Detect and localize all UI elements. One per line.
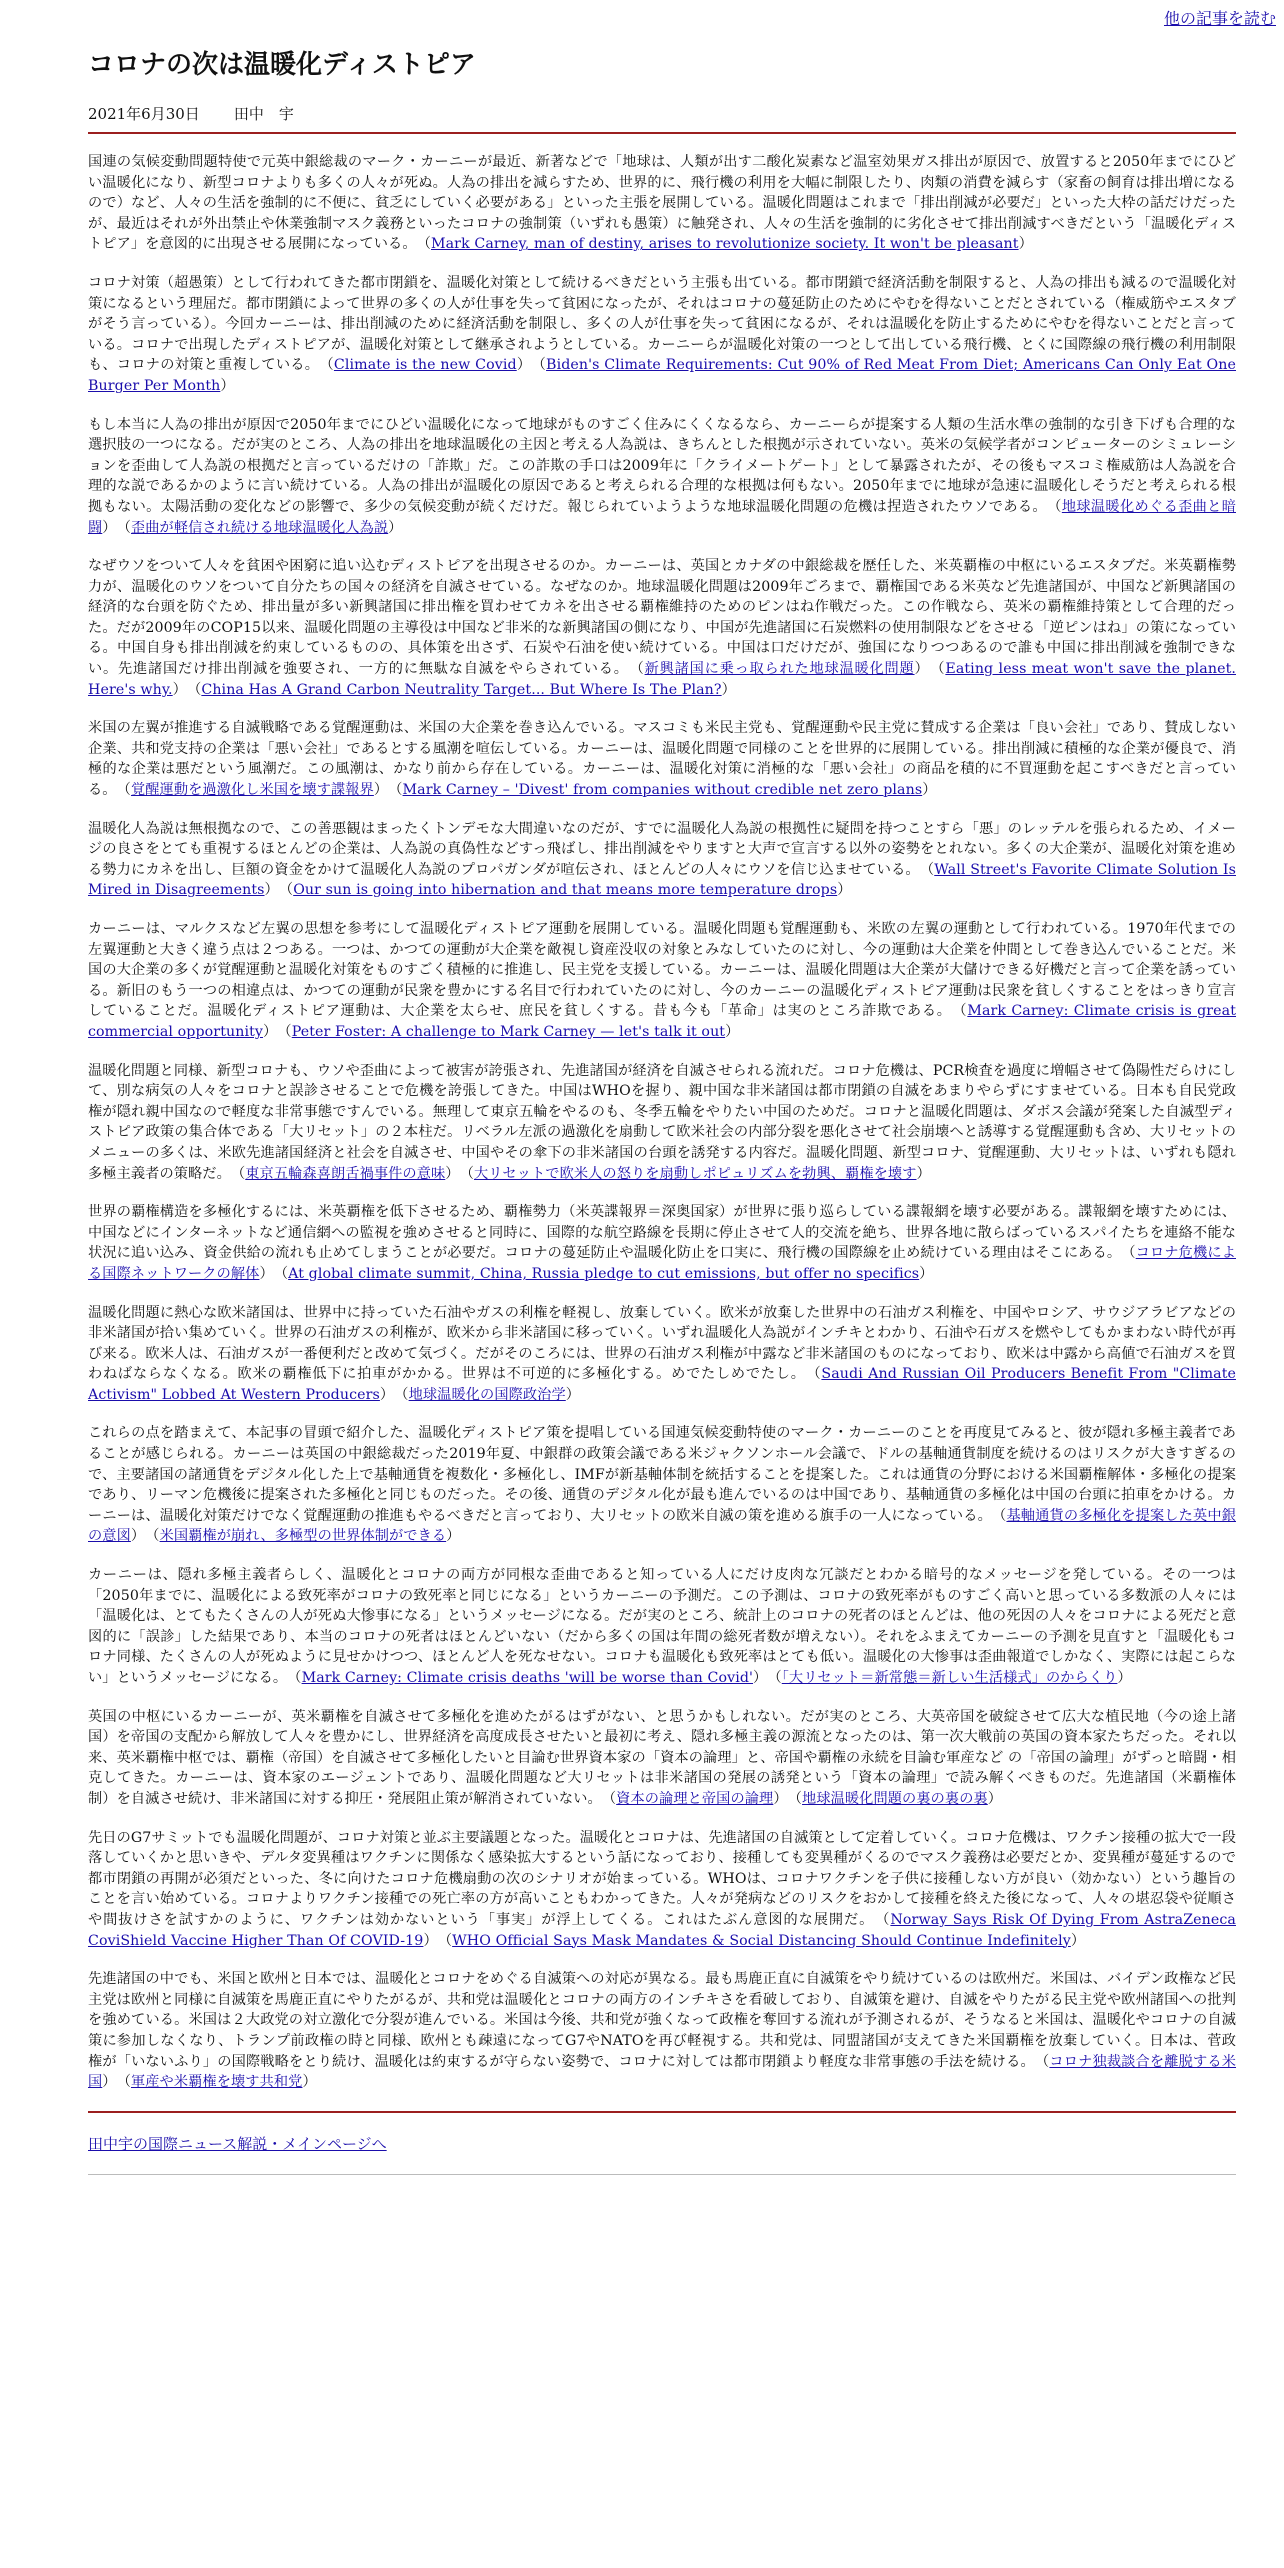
paragraph-text: 米国の左翼が推進する自滅戦略である覚醒運動は、米国の大企業を巻き込んでいる。マスコミも米民主党も、覚醒運動や民主党に賛成する企業は「良い会社」であり、賛成しない企業、共和党支持の企業は「悪い会社」であるとする風潮を喧伝している。カーニーは、温暖化問題で同様のことを世界的に展開している。排出削減に積極的な企業が優良で、消極的な企業は悪だという風潮だ。この風潮は、かなり前から存在している。カーニーは、温暖化対策に消極的な「悪い会社」の商品を積的に不買運動を起こすべきだと言っている。 bbox=[88, 720, 1236, 799]
article-paragraph: 温暖化問題と同様、新型コロナも、ウソや歪曲によって被害が誇張され、先進諸国が経済を自滅させられる流れだ。コロナ危機は、PCR検査を過度に増幅させて偽陽性だらけにして、別な病気の人々をコロナと誤診させることで危機を誇張してきた。中国はWHOを握り、親中国な非米諸国は都市閉鎖の自滅をあまりやらずにすませている。日本も自民党政権が隠れ親中国なので軽度な非常事態ですんでいる。無理して東京五輪をやるのも、冬季五輪をやりたい中国のためだ。コロナと温暖化問題は、ダボス会議が発案した自滅型ディストピア政策の集合体である「大リセット」の２本柱だ。リベラル左派の過激化を扇動して欧米社会の内部分裂を悪化させて社会崩壊へと誘導する覚醒運動も含め、大リセットのメニューの多くは、米欧先進諸国経済と社会を自滅させ、中国やその傘下の非米諸国の台頭を誘発する内容だ。温暖化問題、新型コロナ、覚醒運動、大リセットは、いずれも隠れ多極主義者の策略だ。 （東京五輪森喜朗舌禍事件の意味） （大リセットで欧米人の怒りを扇動しポピュリズムを勃興、覇権を壊す） bbox=[88, 1062, 1236, 1182]
paragraph-text: 温暖化問題と同様、新型コロナも、ウソや歪曲によって被害が誇張され、先進諸国が経済を自滅させられる流れだ。コロナ危機は、PCR検査を過度に増幅させて偽陽性だらけにして、別な病気の人々をコロナと誤診させることで危機を誇張してきた。中国はWHOを握り、親中国な非米諸国は都市閉鎖の自滅をあまりやらずにすませている。日本も自民党政権が隠れ親中国なので軽度な非常事態ですんでいる。無理して東京五輪をやるのも、冬季五輪をやりたい中国のためだ。コロナと温暖化問題は、ダボス会議が発案した自滅型ディストピア政策の集合体である「大リセット」の２本柱だ。リベラル左派の過激化を扇動して欧米社会の内部分裂を悪化させて社会崩壊へと誘導する覚醒運動も含め、大リセットのメニューの多くは、米欧先進諸国経済と社会を自滅させ、中国やその傘下の非米諸国の台頭を誘発する内容だ。温暖化問題、新型コロナ、覚醒運動、大リセットは、いずれも隠れ多極主義者の策略だ。 bbox=[88, 1062, 1236, 1182]
article-paragraph: 温暖化問題に熱心な欧米諸国は、世界中に持っていた石油やガスの利権を軽視し、放棄していく。欧米が放棄した世界中の石油ガス利権を、中国やロシア、サウジアラビアなどの非米諸国が拾い集めていく。世界の石油ガスの利権が、欧米から非米諸国に移っていく。いずれ温暖化人為説がインチキとわかり、石油や石ガスを燃やしてもかまわない時代が再び来る。欧米人は、石油ガスが一番便利だと改めて気づく。だがそのころには、世界の石油ガス利権が中露など非米諸国のものになっており、欧米は中露から高値で石油ガスを買わねばならなくなる。欧米の覇権低下に拍車がかかる。世界は不可逆的に多極化する。めでたしめでたし。 （Saudi And Russian Oil Producers Benefit From "Climate Activism" Lobbed At Western Producers） （地球温暖化の国際政治学） bbox=[88, 1304, 1236, 1403]
article-paragraph: カーニーは、隠れ多極主義者らしく、温暖化とコロナの両方が同根な歪曲であると知っている人にだけ皮肉な冗談だとわかる暗号的なメッセージを発している。その一つは「2050年までに、温暖化による致死率がコロナの致死率と同じになる」というカーニーの予測だ。この予測は、コロナの致死率がものすごく高いと思っている多数派の人々には「温暖化は、とてもたくさんの人が死ぬ大惨事になる」というメッセージになる。だが実のところ、統計上のコロナの死者のほとんどは、他の死因の人々をコロナによる死だと意図的に「誤診」した結果であり、本当のコロナの死者はほとんどいない（だから多くの国は年間の総死者数が増えない）。それをふまえてカーニーの予測を見直すと「温暖化もコロナ同様、たくさんの人が死ぬように見せかけつつ、ほとんど人を死なせない。コロナも温暖化も致死率はとても低い。温暖化の大惨事は歪曲報道でしかなく、実際には起こらない」というメッセージになる。 （Mark Carney: Climate crisis deaths 'will be worse than Covid'） （「大リセット＝新常態＝新しい生活様式」のからくり） bbox=[88, 1567, 1236, 1686]
reference-link[interactable]: 地球温暖化の国際政治学 bbox=[408, 1386, 566, 1403]
article-paragraph: 世界の覇権構造を多極化するには、米英覇権を低下させるため、覇権勢力（米英諜報界＝深奥国家）が世界に張り巡らしている諜報網を壊す必要がある。諜報網を壊すためには、中国などにインターネットなど通信網への監視を強めさせると同時に、国際的な航空路線を長期に停止させて人的交流を絶ち、世界各地に散らばっているスパイたちを連絡不能な状況に追い込み、資金供給の流れも止めてしまうことが必要だ。コロナの蔓延防止や温暖化防止を口実に、飛行機の国際線を止め続けている理由はそこにある。 （コロナ危機による国際ネットワークの解体） （At global climate summit, China, Russia pledge to cut emissions, but offer no specifics） bbox=[88, 1204, 1236, 1282]
reference-link[interactable]: 「大リセット＝新常態＝新しい生活様式」のからくり bbox=[781, 1670, 1118, 1686]
article-body bbox=[88, 152, 1236, 2093]
article-paragraph: 国連の気候変動問題特使で元英中銀総裁のマーク・カーニーが最近、新著などで「地球は、人類が出す二酸化炭素など温室効果ガス排出が原因で、放置すると2050年までにひどい温暖化になり、新型コロナよりも多くの人々が死ぬ。人為の排出を減らすため、世界的に、飛行機の利用を大幅に制限したり、肉類の消費を減らす（家畜の飼育は排出増になるので）など、人々の生活を強制的に不便に、貧乏にしていく必要がある」といった主張を展開している。温暖化問題はこれまで「排出削減が必要だ」といった大枠の話だけだったが、最近はそれが外出禁止や休業強制マスク義務といったコロナの強制策（いずれも愚策）に触発され、人々の生活を強制的に劣化させて排出削減すべきだという「温暖化ディストピア」を意図的に出現させる展開になっている。 （Mark Carney, man of destiny, arises to revolutionize society. It won't be pleasant） bbox=[88, 154, 1236, 253]
reference-link[interactable]: Mark Carney: Climate crisis deaths 'will be worse than Covid' bbox=[301, 1670, 754, 1686]
publish-date: 2021年6月30日 bbox=[88, 105, 200, 123]
paragraph-text: もし本当に人為の排出が原因で2050年までにひどい温暖化になって地球がものすごく住みにくくなるなら、カーニーらが提案する人類の生活水準の強制的な引き下げも合理的な選択肢の一つになる。だが実のところ、人為の排出を地球温暖化の主因と考える人為説は、きちんとした根拠が示されていない。英米の気候学者がコンピューターのシミュレーションを歪曲して人為説の根拠だと言っているだけの「詐欺」だ。この詐欺の手口は2009年に「クライメートゲート」として暴露されたが、その後もマスコミ権威筋は人為説を合理的な説であるかのように言い続けている。人為の排出が温暖化の原因であると考えられる合理的な根拠は何もない。2050年までに地球が急速に温暖化しそうだと考えられる根拠もない。太陽活動の変化などの影響で、多少の気候変動が続くだけだ。報じられていようような地球温暖化問題の危機は捏造されたウソである。 bbox=[88, 416, 1236, 515]
article-paragraph: これらの点を踏まえて、本記事の冒頭で紹介した、温暖化ディストピア策を提唱している国連気候変動特使のマーク・カーニーのことを再度見てみると、彼が隠れ多極主義者であることが感じられる。カーニーは英国の中銀総裁だった2019年夏、中銀群の政策会議である米ジャクソンホール会議で、ドルの基軸通貨制度を続けるのはリスクが大きすぎるので、主要諸国の諸通貨をデジタル化した上で基軸通貨を複数化・多極化し、IMFが新基軸体制を統括することを提案した。これは通貨の分野における米国覇権解体・多極化の提案であり、リーマン危機後に提案された多極化と同じものだった。その後、通貨のデジタル化が最も進んでいるのは中国であり、基軸通貨の多極化は中国の台頭に拍車をかける。カーニーは、温暖化対策だけでなく覚醒運動の推進もやるべきだと言っており、大リセットの欧米自滅の策を進める旗手の一人になっている。 （基軸通貨の多極化を提案した英中銀の意図） （米国覇権が崩れ、多極型の世界体制ができる） bbox=[88, 1425, 1236, 1545]
page-title: コロナの次は温暖化ディストピア bbox=[88, 50, 476, 80]
reference-link[interactable]: 歪曲が軽信され続ける地球温暖化人為説 bbox=[130, 519, 389, 536]
footer-bottom-divider bbox=[88, 2174, 1236, 2175]
article-paragraph: 先日のG7サミットでも温暖化問題が、コロナ対策と並ぶ主要議題となった。温暖化とコロナは、先進諸国の自滅策として定着していく。コロナ危機は、ワクチン接種の拡大で一段落していくかと思いきや、デルタ変異種はワクチンに関係なく感染拡大するという話になっており、接種しても変異種がくるのでマスク義務は必要だとか、変異種が蔓延するので都市閉鎖の再開が必須だといった、冬に向けたコロナ危機扇動の次のシナリオが始まっている。WHOは、コロナワクチンを子供に接種しない方が良い（効かない）という趣旨のことを言い始めている。コロナよりワクチン接種での死亡率の方が高いこともわかってきた。人々が発病などのリスクをおかして接種を終えた後になって、人々の堪忍袋や従順さや間抜けさを試すかのように、ワクチンは効かないという「事実」が浮上してくる。これはたぶん意図的な展開だ。 （Norway Says Risk Of Dying From AstraZeneca CoviShield Vaccine Higher Than Of COVID-19） （WHO Official Says Mask Mandates & Social Distancing Should Continue Indefinitely） bbox=[88, 1829, 1236, 1949]
reference-link[interactable]: Climate is the new Covid bbox=[333, 357, 517, 374]
home-page-link[interactable]: 田中宇の国際ニュース解説・メインページへ bbox=[88, 2134, 387, 2153]
paragraph-text: 先進諸国の中でも、米国と欧州と日本では、温暖化とコロナをめぐる自滅策への対応が異なる。最も馬鹿正直に自滅策をやり続けているのは欧州だ。米国は、バイデン政権など民主党は欧州と同様に自滅策を馬鹿正直にやりたがるが、共和党は温暖化とコロナの両方のインチキさを看破しており、自滅策を避け、自滅をやりたがる民主党や欧州諸国への批判を強めている。米国は２大政党の対立激化で分裂が進んでいる。米国は今後、共和党が強くなって政権を奪回する流れが予測されるが、そうなると米国は、温暖化やコロナの自滅策に参加しなくなり、トランプ前政権の時と同様、欧州とも疎遠になってG7やNATOを再び軽視する。共和党は、同盟諸国が支えてきた米国覇権を放棄していく。日本は、菅政権が「いないふり」の国際戦略をとり続け、温暖化は約束するが守らない姿勢で、コロナに対しては都市閉鎖より軽度な非常事態の手法を続ける。 bbox=[88, 1971, 1236, 2070]
article-paragraph: コロナ対策（超愚策）として行われてきた都市閉鎖を、温暖化対策として続けるべきだという主張も出ている。都市閉鎖で経済活動を制限すると、人為の排出も減るので温暖化対策になるという理屈だ。都市閉鎖によって世界の多くの人が仕事を失って貧困になったが、それはコロナの蔓延防止のためにやむを得ないことだとされている（権威筋やエスタブがそう言っている）。今回カーニーは、排出削減のために経済活動を制限し、多くの人が仕事を失って貧困になるが、それは温暖化を防止するためにやむを得ないことだと言っている。コロナで出現したディストピアが、温暖化対策として継承されようとしている。カーニーらが温暖化対策の一つとして出している飛行機、とくに国際線の飛行機の利用制限も、コロナの対策と重複している。 （Climate is the new Covid） （Biden's Climate Requirements: Cut 90% of Red Meat From Diet; Americans Can Only Eat One Burger Per Month） bbox=[88, 274, 1236, 394]
reference-link[interactable]: 基軸通貨の多極化を提案した英中銀の意図 bbox=[88, 1507, 1236, 1545]
article-paragraph: なぜウソをついて人々を貧困や困窮に追い込むディストピアを出現させるのか。カーニーは、英国とカナダの中銀総裁を歴任した、米英覇権の中枢にいるエスタブだ。米英覇権勢力が、温暖化のウソをついて自分たちの国々の経済を自滅させている。なぜなのか。地球温暖化問題は2009年ごろまで、覇権国である米英など先進諸国が、中国など新興諸国の経済的な台頭を防ぐため、排出量が多い新興諸国に排出権を買わせてカネを出させる覇権維持のためのピンはね作戦だった。この作戦なら、英米の覇権維持策として合理的だった。だが2009年のCOP15以来、温暖化問題の主導役は中国など非米的な新興諸国の側になり、中国が先進諸国に石炭燃料の使用制限などをさせる「逆ピンはね」の策になっている。中国自身も排出削減を約束しているものの、具体策を出さず、石炭や石油を使い続けている。中国は口だけだが、強国になりつつあるので誰も中国に排出削減を強制できない。先進諸国だけ排出削減を強要され、一方的に無駄な自滅をやらされている。 （新興諸国に乗っ取られた地球温暖化問題） （Eating less meat won't save the planet. Here's why.） （China Has A Grand Carbon Neutrality Target... But Where Is The Plan?） bbox=[88, 558, 1236, 698]
reference-link[interactable]: Mark Carney, man of destiny, arises to revolutionize society. It won't be pleasant bbox=[431, 236, 1019, 253]
other-articles-link[interactable]: 他の記事を読む bbox=[1163, 9, 1276, 28]
reference-link[interactable]: Mark Carney – 'Divest' from companies without credible net zero plans bbox=[402, 782, 923, 799]
byline bbox=[88, 104, 1236, 124]
reference-link[interactable]: Peter Foster: A challenge to Mark Carney — let's talk it out bbox=[291, 1023, 726, 1040]
reference-link[interactable]: WHO Official Says Mask Mandates & Social Distancing Should Continue Indefinitely bbox=[452, 1932, 1071, 1949]
article-paragraph: もし本当に人為の排出が原因で2050年までにひどい温暖化になって地球がものすごく住みにくくなるなら、カーニーらが提案する人類の生活水準の強制的な引き下げも合理的な選択肢の一つになる。だが実のところ、人為の排出を地球温暖化の主因と考える人為説は、きちんとした根拠が示されていない。英米の気候学者がコンピューターのシミュレーションを歪曲して人為説の根拠だと言っているだけの「詐欺」だ。この詐欺の手口は2009年に「クライメートゲート」として暴露されたが、その後もマスコミ権威筋は人為説を合理的な説であるかのように言い続けている。人為の排出が温暖化の原因であると考えられる合理的な根拠は何もない。2050年までに地球が急速に温暖化しそうだと考えられる根拠もない。太陽活動の変化などの影響で、多少の気候変動が続くだけだ。報じられていようような地球温暖化問題の危機は捏造されたウソである。 （地球温暖化めぐる歪曲と暗闘） （歪曲が軽信され続ける地球温暖化人為説） bbox=[88, 416, 1236, 536]
reference-link[interactable]: Mark Carney: Climate crisis is great commercial opportunity bbox=[88, 1003, 1237, 1040]
reference-link[interactable]: 地球温暖化めぐる歪曲と暗闘 bbox=[88, 498, 1236, 536]
paragraph-text: 先日のG7サミットでも温暖化問題が、コロナ対策と並ぶ主要議題となった。温暖化とコロナは、先進諸国の自滅策として定着していく。コロナ危機は、ワクチン接種の拡大で一段落していくかと思いきや、デルタ変異種はワクチンに関係なく感染拡大するという話になっており、接種しても変異種がくるのでマスク義務は必要だとか、変異種が蔓延するので都市閉鎖の再開が必須だといった、冬に向けたコロナ危機扇動の次のシナリオが始まっている。WHOは、コロナワクチンを子供に接種しない方が良い（効かない）という趣旨のことを言い始めている。コロナよりワクチン接種での死亡率の方が高いこともわかってきた。人々が発病などのリスクをおかして接種を終えた後になって、人々の堪忍袋や従順さや間抜けさを試すかのように、ワクチンは効かないという「事実」が浮上してくる。これはたぶん意図的な展開だ。 bbox=[88, 1829, 1236, 1928]
reference-link[interactable]: コロナ危機による国際ネットワークの解体 bbox=[88, 1245, 1236, 1282]
reference-link[interactable]: Eating less meat won't save the planet. Here's why. bbox=[88, 661, 1236, 698]
paragraph-text: 温暖化人為説は無根拠なので、この善悪観はまったくトンデモな大間違いなのだが、すでに温暖化人為説の根拠性に疑問を持つことすら「悪」のレッテルを張られるため、イメージの良さをとても重視するほとんどの企業は、人為説の真偽性などすっ飛ばし、排出削減をやりますと大声で宣言する以外の姿勢をとれない。多くの大企業が、温暖化対策を進める勢力にカネを出し、巨額の資金をかけて温暖化人為説のプロパガンダが喧伝され、ほとんどの人々にウソを信じ込ませている。 bbox=[88, 820, 1236, 878]
reference-link[interactable]: 大リセットで欧米人の怒りを扇動しポピュリズムを勃興、覇権を壊す bbox=[473, 1165, 917, 1182]
article-paragraph: 米国の左翼が推進する自滅戦略である覚醒運動は、米国の大企業を巻き込んでいる。マスコミも米民主党も、覚醒運動や民主党に賛成する企業は「良い会社」であり、賛成しない企業、共和党支持の企業は「悪い会社」であるとする風潮を喧伝している。カーニーは、温暖化問題で同様のことを世界的に展開している。排出削減に積極的な企業が優良で、消極的な企業は悪だという風潮だ。この風潮は、かなり前から存在している。カーニーは、温暖化対策に消極的な「悪い会社」の商品を積的に不買運動を起こすべきだと言っている。 （覚醒運動を過激化し米国を壊す諜報界） （Mark Carney – 'Divest' from companies without credible net zero plans） bbox=[88, 720, 1236, 799]
paragraph-text: 英国の中枢にいるカーニーが、英米覇権を自滅させて多極化を進めたがるはずがない、と思うかもしれない。だが実のところ、大英帝国を破綻させて広大な植民地（今の途上諸国）を帝国の支配から解放して人々を豊かにし、世界経済を高度成長させたいと最初に考え、隠れ多極主義の源流となったのは、第一次大戦前の英国の資本家たちだった。それ以来、英米覇権中枢では、覇権（帝国）を自滅させて多極化したいと目論む世界資本家の「資本の論理」と、帝国や覇権の永続を目論む軍産など の「帝国の論理」がずっと暗闘・相克してきた。カーニーは、資本家のエージェントであり、温暖化問題など大リセットは非米諸国の発展の誘発という「資本の論理」で読み解くべきものだ。先進諸国（米覇権体制）を自滅させ続け、非米諸国に対する抑圧・発展阻止策が解消されていない。 bbox=[88, 1708, 1236, 1807]
reference-link[interactable]: China Has A Grand Carbon Neutrality Target... But Where Is The Plan? bbox=[201, 681, 722, 698]
article bbox=[88, 48, 1236, 2175]
reference-link[interactable]: コロナ独裁談合を離脱する米国 bbox=[88, 2053, 1236, 2091]
article-paragraph: 温暖化人為説は無根拠なので、この善悪観はまったくトンデモな大間違いなのだが、すでに温暖化人為説の根拠性に疑問を持つことすら「悪」のレッテルを張られるため、イメージの良さをとても重視するほとんどの企業は、人為説の真偽性などすっ飛ばし、排出削減をやりますと大声で宣言する以外の姿勢をとれない。多くの大企業が、温暖化対策を進める勢力にカネを出し、巨額の資金をかけて温暖化人為説のプロパガンダが喧伝され、ほとんどの人々にウソを信じ込ませている。 （Wall Street's Favorite Climate Solution Is Mired in Disagreements） （Our sun is going into hibernation and that means more temperature drops） bbox=[88, 820, 1236, 899]
reference-link[interactable]: Saudi And Russian Oil Producers Benefit From "Climate Activism" Lobbed At Western Producers bbox=[88, 1366, 1236, 1403]
reference-link[interactable]: 東京五輪森喜朗舌禍事件の意味 bbox=[245, 1165, 446, 1182]
paragraph-text: 世界の覇権構造を多極化するには、米英覇権を低下させるため、覇権勢力（米英諜報界＝深奥国家）が世界に張り巡らしている諜報網を壊す必要がある。諜報網を壊すためには、中国などにインターネットなど通信網への監視を強めさせると同時に、国際的な航空路線を長期に停止させて人的交流を絶ち、世界各地に散らばっているスパイたちを連絡不能な状況に追い込み、資金供給の流れも止めてしまうことが必要だ。コロナの蔓延防止や温暖化防止を口実に、飛行機の国際線を止め続けている理由はそこにある。 bbox=[88, 1204, 1236, 1262]
article-paragraph: 先進諸国の中でも、米国と欧州と日本では、温暖化とコロナをめぐる自滅策への対応が異なる。最も馬鹿正直に自滅策をやり続けているのは欧州だ。米国は、バイデン政権など民主党は欧州と同様に自滅策を馬鹿正直にやりたがるが、共和党は温暖化とコロナの両方のインチキさを看破しており、自滅策を避け、自滅をやりたがる民主党や欧州諸国への批判を強めている。米国は２大政党の対立激化で分裂が進んでいる。米国は今後、共和党が強くなって政権を奪回する流れが予測されるが、そうなると米国は、温暖化やコロナの自滅策に参加しなくなり、トランプ前政権の時と同様、欧州とも疎遠になってG7やNATOを再び軽視する。共和党は、同盟諸国が支えてきた米国覇権を放棄していく。日本は、菅政権が「いないふり」の国際戦略をとり続け、温暖化は約束するが守らない姿勢で、コロナに対しては都市閉鎖より軽度な非常事態の手法を続ける。 （コロナ独裁談合を離脱する米国） （軍産や米覇権を壊す共和党） bbox=[88, 1971, 1236, 2091]
article-paragraph: 英国の中枢にいるカーニーが、英米覇権を自滅させて多極化を進めたがるはずがない、と思うかもしれない。だが実のところ、大英帝国を破綻させて広大な植民地（今の途上諸国）を帝国の支配から解放して人々を豊かにし、世界経済を高度成長させたいと最初に考え、隠れ多極主義の源流となったのは、第一次大戦前の英国の資本家たちだった。それ以来、英米覇権中枢では、覇権（帝国）を自滅させて多極化したいと目論む世界資本家の「資本の論理」と、帝国や覇権の永続を目論む軍産など の「帝国の論理」がずっと暗闘・相克してきた。カーニーは、資本家のエージェントであり、温暖化問題など大リセットは非米諸国の発展の誘発という「資本の論理」で読み解くべきものだ。先進諸国（米覇権体制）を自滅させ続け、非米諸国に対する抑圧・発展阻止策が解消されていない。 （資本の論理と帝国の論理） （地球温暖化問題の裏の裏の裏） bbox=[88, 1708, 1236, 1807]
reference-link[interactable]: Norway Says Risk Of Dying From AstraZeneca CoviShield Vaccine Higher Than Of COVID-19 bbox=[88, 1911, 1236, 1949]
reference-link[interactable]: Our sun is going into hibernation and that means more temperature drops bbox=[293, 882, 838, 899]
author-name: 田中 宇 bbox=[233, 105, 294, 123]
reference-link[interactable]: 地球温暖化問題の裏の裏の裏 bbox=[802, 1790, 988, 1807]
reference-link[interactable]: 新興諸国に乗っ取られた地球温暖化問題 bbox=[644, 661, 915, 678]
reference-link[interactable]: 軍産や米覇権を壊す共和党 bbox=[130, 2074, 303, 2091]
reference-link[interactable]: 米国覇権が崩れ、多極型の世界体制ができる bbox=[159, 1528, 447, 1545]
reference-link[interactable]: Biden's Climate Requirements: Cut 90% of Red Meat From Diet; Americans Can Only Eat One Burger Per Month bbox=[88, 357, 1236, 394]
paragraph-text: これらの点を踏まえて、本記事の冒頭で紹介した、温暖化ディストピア策を提唱している国連気候変動特使のマーク・カーニーのことを再度見てみると、彼が隠れ多極主義者であることが感じられる。カーニーは英国の中銀総裁だった2019年夏、中銀群の政策会議である米ジャクソンホール会議で、ドルの基軸通貨制度を続けるのはリスクが大きすぎるので、主要諸国の諸通貨をデジタル化した上で基軸通貨を複数化・多極化し、IMFが新基軸体制を統括することを提案した。これは通貨の分野における米国覇権解体・多極化の提案であり、リーマン危機後に提案された多極化と同じものだった。その後、通貨のデジタル化が最も進んでいるのは中国であり、基軸通貨の多極化は中国の台頭に拍車をかける。カーニーは、温暖化対策だけでなく覚醒運動の推進もやるべきだと言っており、大リセットの欧米自滅の策を進める旗手の一人になっている。 bbox=[88, 1425, 1236, 1524]
paragraph-text: 国連の気候変動問題特使で元英中銀総裁のマーク・カーニーが最近、新著などで「地球は、人類が出す二酸化炭素など温室効果ガス排出が原因で、放置すると2050年までにひどい温暖化になり、新型コロナよりも多くの人々が死ぬ。人為の排出を減らすため、世界的に、飛行機の利用を大幅に制限したり、肉類の消費を減らす（家畜の飼育は排出増になるので）など、人々の生活を強制的に不便に、貧乏にしていく必要がある」といった主張を展開している。温暖化問題はこれまで「排出削減が必要だ」といった大枠の話だけだったが、最近はそれが外出禁止や休業強制マスク義務といったコロナの強制策（いずれも愚策）に触発され、人々の生活を強制的に劣化させて排出削減すべきだという「温暖化ディストピア」を意図的に出現させる展開になっている。 bbox=[88, 154, 1236, 253]
reference-link[interactable]: 覚醒運動を過激化し米国を壊す諜報界 bbox=[130, 782, 374, 799]
reference-link[interactable]: Wall Street's Favorite Climate Solution Is Mired in Disagreements bbox=[88, 861, 1236, 899]
footer-divider bbox=[88, 2111, 1236, 2113]
reference-link[interactable]: 資本の論理と帝国の論理 bbox=[616, 1790, 774, 1807]
paragraph-text: コロナ対策（超愚策）として行われてきた都市閉鎖を、温暖化対策として続けるべきだという主張も出ている。都市閉鎖で経済活動を制限すると、人為の排出も減るので温暖化対策になるという理屈だ。都市閉鎖によって世界の多くの人が仕事を失って貧困になったが、それはコロナの蔓延防止のためにやむを得ないことだとされている（権威筋やエスタブがそう言っている）。今回カーニーは、排出削減のために経済活動を制限し、多くの人が仕事を失って貧困になるが、それは温暖化を防止するためにやむを得ないことだと言っている。コロナで出現したディストピアが、温暖化対策として継承されようとしている。カーニーらが温暖化対策の一つとして出している飛行機、とくに国際線の飛行機の利用制限も、コロナの対策と重複している。 bbox=[88, 274, 1236, 374]
paragraph-text: カーニーは、隠れ多極主義者らしく、温暖化とコロナの両方が同根な歪曲であると知っている人にだけ皮肉な冗談だとわかる暗号的なメッセージを発している。その一つは「2050年までに、温暖化による致死率がコロナの致死率と同じになる」というカーニーの予測だ。この予測は、コロナの致死率がものすごく高いと思っている多数派の人々には「温暖化は、とてもたくさんの人が死ぬ大惨事になる」というメッセージになる。だが実のところ、統計上のコロナの死者のほとんどは、他の死因の人々をコロナによる死だと意図的に「誤診」した結果であり、本当のコロナの死者はほとんどいない（だから多くの国は年間の総死者数が増えない）。それをふまえてカーニーの予測を見直すと「温暖化もコロナ同様、たくさんの人が死ぬように見せかけつつ、ほとんど人を死なせない。コロナも温暖化も致死率はとても低い。温暖化の大惨事は歪曲報道でしかなく、実際には起こらない」というメッセージになる。 bbox=[88, 1567, 1236, 1686]
header-divider bbox=[88, 132, 1236, 134]
article-paragraph: カーニーは、マルクスなど左翼の思想を参考にして温暖化ディストピア運動を展開している。温暖化問題も覚醒運動も、米欧の左翼の運動として行われている。1970年代までの左翼運動と大きく違う点は２つある。一つは、かつての運動が大企業を敵視し資産没収の対象とみなしていたのに対し、今の運動は大企業を仲間として巻き込んでいることだ。米国の大企業の多くが覚醒運動と温暖化対策をものすごく積極的に推進し、民主党を支援している。カーニーは、温暖化問題は大企業が大儲けできる好機だと言って企業を誘っている。新旧のもう一つの相違点は、かつての運動が民衆を豊かにする名目で行われていたのに対し、今のカーニーの温暖化ディストピア運動は民衆を貧しくすることをはっきり宣言していることだ。温暖化ディストピア運動は、大企業を太らせ、庶民を貧しくする。昔も今も「革命」は実のところ詐欺である。 （Mark Carney: Climate crisis is great commercial opportunity） （Peter Foster: A challenge to Mark Carney — let's talk it out） bbox=[88, 921, 1237, 1040]
reference-link[interactable]: At global climate summit, China, Russia pledge to cut emissions, but offer no specifics bbox=[288, 1265, 920, 1282]
paragraph-text: カーニーは、マルクスなど左翼の思想を参考にして温暖化ディストピア運動を展開している。温暖化問題も覚醒運動も、米欧の左翼の運動として行われている。1970年代までの左翼運動と大きく違う点は２つある。一つは、かつての運動が大企業を敵視し資産没収の対象とみなしていたのに対し、今の運動は大企業を仲間として巻き込んでいることだ。米国の大企業の多くが覚醒運動と温暖化対策をものすごく積極的に推進し、民主党を支援している。カーニーは、温暖化問題は大企業が大儲けできる好機だと言って企業を誘っている。新旧のもう一つの相違点は、かつての運動が民衆を豊かにする名目で行われていたのに対し、今のカーニーの温暖化ディストピア運動は民衆を貧しくすることをはっきり宣言していることだ。温暖化ディストピア運動は、大企業を太らせ、庶民を貧しくする。昔も今も「革命」は実のところ詐欺である。 bbox=[88, 921, 1236, 1020]
paragraph-text: なぜウソをついて人々を貧困や困窮に追い込むディストピアを出現させるのか。カーニーは、英国とカナダの中銀総裁を歴任した、米英覇権の中枢にいるエスタブだ。米英覇権勢力が、温暖化のウソをついて自分たちの国々の経済を自滅させている。なぜなのか。地球温暖化問題は2009年ごろまで、覇権国である米英など先進諸国が、中国など新興諸国の経済的な台頭を防ぐため、排出量が多い新興諸国に排出権を買わせてカネを出させる覇権維持のためのピンはね作戦だった。この作戦なら、英米の覇権維持策として合理的だった。だが2009年のCOP15以来、温暖化問題の主導役は中国など非米的な新興諸国の側になり、中国が先進諸国に石炭燃料の使用制限などをさせる「逆ピンはね」の策になっている。中国自身も排出削減を約束しているものの、具体策を出さず、石炭や石油を使い続けている。中国は口だけだが、強国になりつつあるので誰も中国に排出削減を強制できない。先進諸国だけ排出削減を強要され、一方的に無駄な自滅をやらされている。 bbox=[88, 558, 1236, 678]
paragraph-text: 温暖化問題に熱心な欧米諸国は、世界中に持っていた石油やガスの利権を軽視し、放棄していく。欧米が放棄した世界中の石油ガス利権を、中国やロシア、サウジアラビアなどの非米諸国が拾い集めていく。世界の石油ガスの利権が、欧米から非米諸国に移っていく。いずれ温暖化人為説がインチキとわかり、石油や石ガスを燃やしてもかまわない時代が再び来る。欧米人は、石油ガスが一番便利だと改めて気づく。だがそのころには、世界の石油ガス利権が中露など非米諸国のものになっており、欧米は中露から高値で石油ガスを買わねばならなくなる。欧米の覇権低下に拍車がかかる。世界は不可逆的に多極化する。めでたしめでたし。 bbox=[88, 1304, 1236, 1383]
